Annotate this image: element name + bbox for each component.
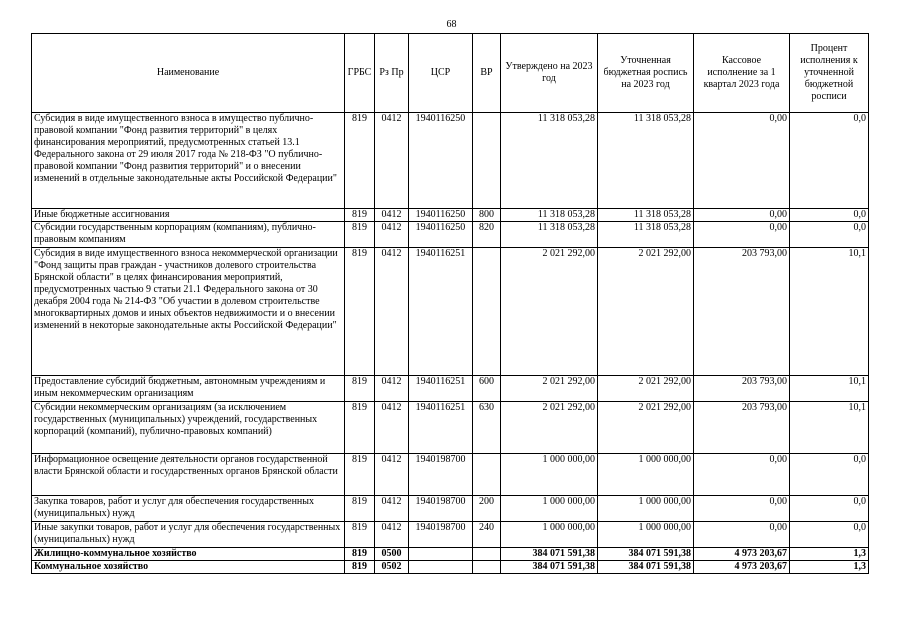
cell-name: Субсидия в виде имущественного взноса некоммерческой организации "Фонд защиты прав граждан - участников долевого строительства Брянской области" в целях финансирования мероприятий, предусмотренных частью 9 статьи 21.1 Федерального закона от 30 декабря 2004 года № 214-ФЗ "Об участии в долевом строительстве многоквартирных домов и иных объектов недвижимости и о внесении изменений в некоторые законодательные акты Российской Федерации" xyxy=(32,248,345,376)
cell-grbs: 819 xyxy=(345,113,375,209)
cell-rzpr: 0412 xyxy=(375,248,409,376)
cell-approved: 2 021 292,00 xyxy=(501,402,598,454)
table-row xyxy=(32,113,869,209)
cell-name: Субсидия в виде имущественного взноса в имущество публично-правовой компании "Фонд развития территорий" в целях финансирования мероприятий, предусмотренных статьей 13.1 Федерального закона от 29 июля 2017 года № 218-ФЗ "О публично-правовой компании "Фонд развития территорий" и о внесении изменений в отдельные законодательные акты Российской Федерации" xyxy=(32,113,345,209)
table-row xyxy=(32,376,869,402)
cell-percent: 10,1 xyxy=(790,376,869,402)
cell-refined: 11 318 053,28 xyxy=(598,209,694,222)
cell-name: Иные бюджетные ассигнования xyxy=(32,209,345,222)
cell-rzpr: 0412 xyxy=(375,522,409,548)
table-row xyxy=(32,561,869,574)
cell-percent: 0,0 xyxy=(790,522,869,548)
cell-approved: 1 000 000,00 xyxy=(501,496,598,522)
cell-approved: 1 000 000,00 xyxy=(501,454,598,496)
header-percent: Процент исполнения к уточненной бюджетной росписи xyxy=(790,34,869,113)
cell-approved: 2 021 292,00 xyxy=(501,376,598,402)
cell-refined: 11 318 053,28 xyxy=(598,113,694,209)
cell-name: Субсидии государственным корпорациям (компаниям), публично-правовым компаниям xyxy=(32,222,345,248)
cell-csr xyxy=(409,548,473,561)
cell-refined: 2 021 292,00 xyxy=(598,402,694,454)
cell-csr: 1940198700 xyxy=(409,454,473,496)
cell-cash: 0,00 xyxy=(694,454,790,496)
budget-table xyxy=(31,33,869,574)
cell-vr: 800 xyxy=(473,209,501,222)
cell-cash: 0,00 xyxy=(694,496,790,522)
cell-cash: 0,00 xyxy=(694,222,790,248)
cell-grbs: 819 xyxy=(345,222,375,248)
cell-name: Иные закупки товаров, работ и услуг для обеспечения государственных (муниципальных) нужд xyxy=(32,522,345,548)
page-number: 68 xyxy=(446,19,457,30)
cell-approved: 11 318 053,28 xyxy=(501,113,598,209)
cell-name: Закупка товаров, работ и услуг для обеспечения государственных (муниципальных) нужд xyxy=(32,496,345,522)
cell-name: Коммунальное хозяйство xyxy=(32,561,345,574)
cell-cash: 203 793,00 xyxy=(694,248,790,376)
cell-percent: 0,0 xyxy=(790,222,869,248)
cell-csr: 1940116250 xyxy=(409,113,473,209)
cell-cash: 4 973 203,67 xyxy=(694,561,790,574)
cell-percent: 0,0 xyxy=(790,113,869,209)
header-row xyxy=(32,34,869,113)
cell-vr: 200 xyxy=(473,496,501,522)
cell-cash: 0,00 xyxy=(694,209,790,222)
cell-vr xyxy=(473,248,501,376)
cell-vr: 820 xyxy=(473,222,501,248)
cell-cash: 203 793,00 xyxy=(694,402,790,454)
cell-csr: 1940116250 xyxy=(409,222,473,248)
cell-vr: 240 xyxy=(473,522,501,548)
cell-vr xyxy=(473,561,501,574)
header-name: Наименование xyxy=(32,34,345,113)
table-row xyxy=(32,454,869,496)
cell-grbs: 819 xyxy=(345,454,375,496)
cell-cash: 4 973 203,67 xyxy=(694,548,790,561)
cell-percent: 10,1 xyxy=(790,248,869,376)
header-vr: ВР xyxy=(473,34,501,113)
cell-vr xyxy=(473,548,501,561)
cell-percent: 0,0 xyxy=(790,496,869,522)
cell-csr: 1940116251 xyxy=(409,376,473,402)
cell-rzpr: 0412 xyxy=(375,402,409,454)
cell-name: Жилищно-коммунальное хозяйство xyxy=(32,548,345,561)
cell-approved: 384 071 591,38 xyxy=(501,561,598,574)
cell-rzpr: 0412 xyxy=(375,496,409,522)
cell-refined: 384 071 591,38 xyxy=(598,548,694,561)
cell-rzpr: 0412 xyxy=(375,376,409,402)
cell-percent: 1,3 xyxy=(790,548,869,561)
cell-percent: 0,0 xyxy=(790,454,869,496)
cell-cash: 203 793,00 xyxy=(694,376,790,402)
cell-rzpr: 0412 xyxy=(375,222,409,248)
cell-percent: 0,0 xyxy=(790,209,869,222)
cell-grbs: 819 xyxy=(345,522,375,548)
table-row xyxy=(32,548,869,561)
cell-approved: 1 000 000,00 xyxy=(501,522,598,548)
cell-approved: 11 318 053,28 xyxy=(501,222,598,248)
cell-rzpr: 0412 xyxy=(375,454,409,496)
cell-approved: 11 318 053,28 xyxy=(501,209,598,222)
cell-refined: 2 021 292,00 xyxy=(598,376,694,402)
cell-refined: 1 000 000,00 xyxy=(598,454,694,496)
cell-name: Предоставление субсидий бюджетным, автономным учреждениям и иным некоммерческим организациям xyxy=(32,376,345,402)
cell-grbs: 819 xyxy=(345,209,375,222)
header-cash: Кассовое исполнение за 1 квартал 2023 года xyxy=(694,34,790,113)
cell-vr xyxy=(473,113,501,209)
cell-cash: 0,00 xyxy=(694,522,790,548)
cell-approved: 384 071 591,38 xyxy=(501,548,598,561)
cell-name: Информационное освещение деятельности органов государственной власти Брянской области и государственных органов Брянской области xyxy=(32,454,345,496)
table-row xyxy=(32,522,869,548)
cell-percent: 10,1 xyxy=(790,402,869,454)
cell-cash: 0,00 xyxy=(694,113,790,209)
cell-csr: 1940198700 xyxy=(409,522,473,548)
cell-rzpr: 0412 xyxy=(375,209,409,222)
header-csr: ЦСР xyxy=(409,34,473,113)
cell-grbs: 819 xyxy=(345,402,375,454)
cell-csr: 1940116251 xyxy=(409,248,473,376)
cell-vr: 630 xyxy=(473,402,501,454)
cell-grbs: 819 xyxy=(345,496,375,522)
cell-vr: 600 xyxy=(473,376,501,402)
cell-rzpr: 0412 xyxy=(375,113,409,209)
header-approved: Утверждено на 2023 год xyxy=(501,34,598,113)
cell-approved: 2 021 292,00 xyxy=(501,248,598,376)
cell-csr xyxy=(409,561,473,574)
table-row xyxy=(32,222,869,248)
cell-rzpr: 0502 xyxy=(375,561,409,574)
table-row xyxy=(32,496,869,522)
table-row xyxy=(32,402,869,454)
cell-refined: 1 000 000,00 xyxy=(598,496,694,522)
header-grbs: ГРБС xyxy=(345,34,375,113)
cell-refined: 1 000 000,00 xyxy=(598,522,694,548)
cell-grbs: 819 xyxy=(345,376,375,402)
cell-csr: 1940198700 xyxy=(409,496,473,522)
table-row xyxy=(32,209,869,222)
cell-csr: 1940116251 xyxy=(409,402,473,454)
cell-refined: 384 071 591,38 xyxy=(598,561,694,574)
table-row xyxy=(32,248,869,376)
cell-rzpr: 0500 xyxy=(375,548,409,561)
cell-grbs: 819 xyxy=(345,548,375,561)
cell-grbs: 819 xyxy=(345,248,375,376)
header-refined: Уточненная бюджетная роспись на 2023 год xyxy=(598,34,694,113)
cell-vr xyxy=(473,454,501,496)
cell-csr: 1940116250 xyxy=(409,209,473,222)
header-rzpr: Рз Пр xyxy=(375,34,409,113)
cell-refined: 2 021 292,00 xyxy=(598,248,694,376)
cell-percent: 1,3 xyxy=(790,561,869,574)
cell-name: Субсидии некоммерческим организациям (за исключением государственных (муниципальных) учреждений, государственных корпораций (компаний), публично-правовых компаний) xyxy=(32,402,345,454)
cell-grbs: 819 xyxy=(345,561,375,574)
cell-refined: 11 318 053,28 xyxy=(598,222,694,248)
